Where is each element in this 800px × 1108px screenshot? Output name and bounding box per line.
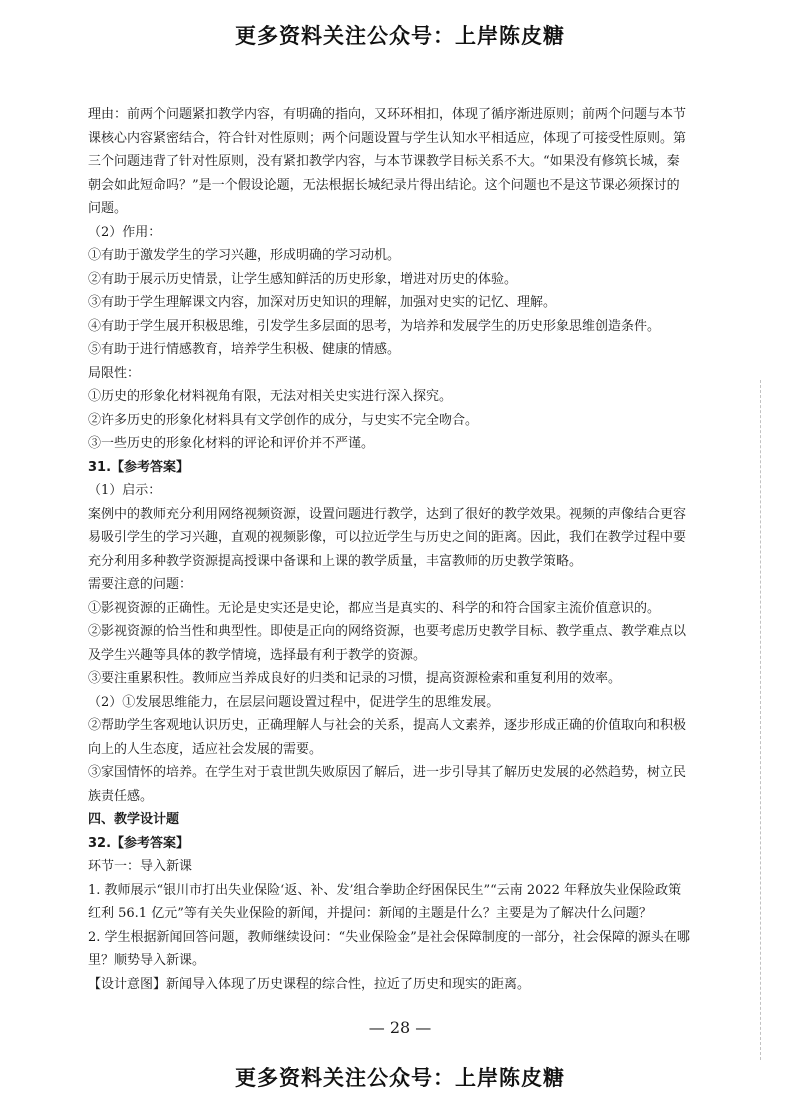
scan-edge-line [760,380,762,1060]
paragraph: 需要注意的问题： [88,577,193,592]
paragraph: ②帮助学生客观地认识历史，正确理解人与社会的关系，提高人文素养，逐步形成正确的价值取向和积极向上的人生态度，适应社会发展的需要。 [88,718,687,757]
paragraph: ④有助于学生展开积极思维，引发学生多层面的思考，为培养和发展学生的历史形象思维创造条件。 [88,318,661,334]
paragraph: 环节一：导入新课 [88,859,193,874]
footer-banner: 更多资料关注公众号：上岸陈皮糖 [235,1066,565,1090]
answer-heading: 31.【参考答案】 [88,459,190,475]
paragraph: 2. 学生根据新闻回答问题，教师继续设问：“失业保险金”是社会保障制度的一部分，社会保障的源头在哪里？顺势导入新课。 [88,929,690,968]
paragraph: 理由：前两个问题紧扣教学内容，有明确的指向，又环环相扣，体现了循序渐进原则；前两个问题与本节课核心内容紧密结合，符合针对性原则；两个问题设置与学生认知水平相适应，体现了可接受性原则。第三个问题违背了针对性原则，没有紧扣教学内容，与本节课教学目标关系不大。“如果没有修筑长城，秦朝会如此短命吗？”是一个假设论题，无法根据长城纪录片得出结论。这个问题也不是这节课必须探讨的问题。 [88,107,687,216]
paragraph: ①历史的形象化材料视角有限，无法对相关史实进行深入探究。 [88,389,453,404]
paragraph: ③一些历史的形象化材料的评论和评价并不严谨。 [88,436,375,451]
paragraph: ③有助于学生理解课文内容，加深对历史知识的理解，加强对史实的记忆、理解。 [88,295,557,310]
paragraph: 【设计意图】新闻导入体现了历史课程的综合性，拉近了历史和现实的距离。 [88,976,531,992]
paragraph: ②有助于展示历史情景，让学生感知鲜活的历史形象，增进对历史的体验。 [88,271,518,287]
header-banner: 更多资料关注公众号：上岸陈皮糖 [235,24,565,48]
paragraph: ②许多历史的形象化材料具有文学创作的成分，与史实不完全吻合。 [88,412,479,428]
document-body [88,103,692,996]
paragraph: （2）作用： [88,224,162,240]
paragraph: 局限性： [88,365,141,381]
paragraph: ②影视资源的恰当性和典型性。即使是正向的网络资源，也要考虑历史教学目标、教学重点、教学难点以及学生兴趣等具体的教学情境，选择最有利于教学的资源。 [88,624,687,663]
paragraph: 1. 教师展示“银川市打出失业保险‘返、补、发’组合拳助企纾困保民生”“云南 2022 年释放失业保险政策红利 56.1 亿元”等有关失业保险的新闻，并提问：新闻的主题是什么？主要是为了解决什么问题？ [88,882,682,921]
paragraph: 案例中的教师充分利用网络视频资源，设置问题进行教学，达到了很好的教学效果。视频的声像结合更容易吸引学生的学习兴趣，直观的视频影像，可以拉近学生与历史之间的距离。因此，我们在教学过程中要充分利用多种教学资源提高授课中备课和上课的教学质量，丰富教师的历史教学策略。 [88,506,687,569]
paragraph: ①影视资源的正确性。无论是史实还是史论，都应当是真实的、科学的和符合国家主流价值意识的。 [88,600,661,616]
paragraph: ③家国情怀的培养。在学生对于袁世凯失败原因了解后，进一步引导其了解历史发展的必然趋势，树立民族责任感。 [88,765,687,804]
paragraph: ③要注重累积性。教师应当养成良好的归类和记录的习惯，提高资源检索和重复利用的效率。 [88,671,622,686]
paragraph: ⑤有助于进行情感教育，培养学生积极、健康的情感。 [88,342,401,357]
paragraph: ①有助于激发学生的学习兴趣，形成明确的学习动机。 [88,248,401,263]
paragraph: （1）启示： [88,483,162,498]
answer-heading: 32.【参考答案】 [88,835,190,851]
section-heading: 四、教学设计题 [88,812,180,827]
paragraph: （2）①发展思维能力，在层层问题设置过程中，促进学生的思维发展。 [88,694,500,710]
page-number: — 28 — [368,1018,432,1037]
